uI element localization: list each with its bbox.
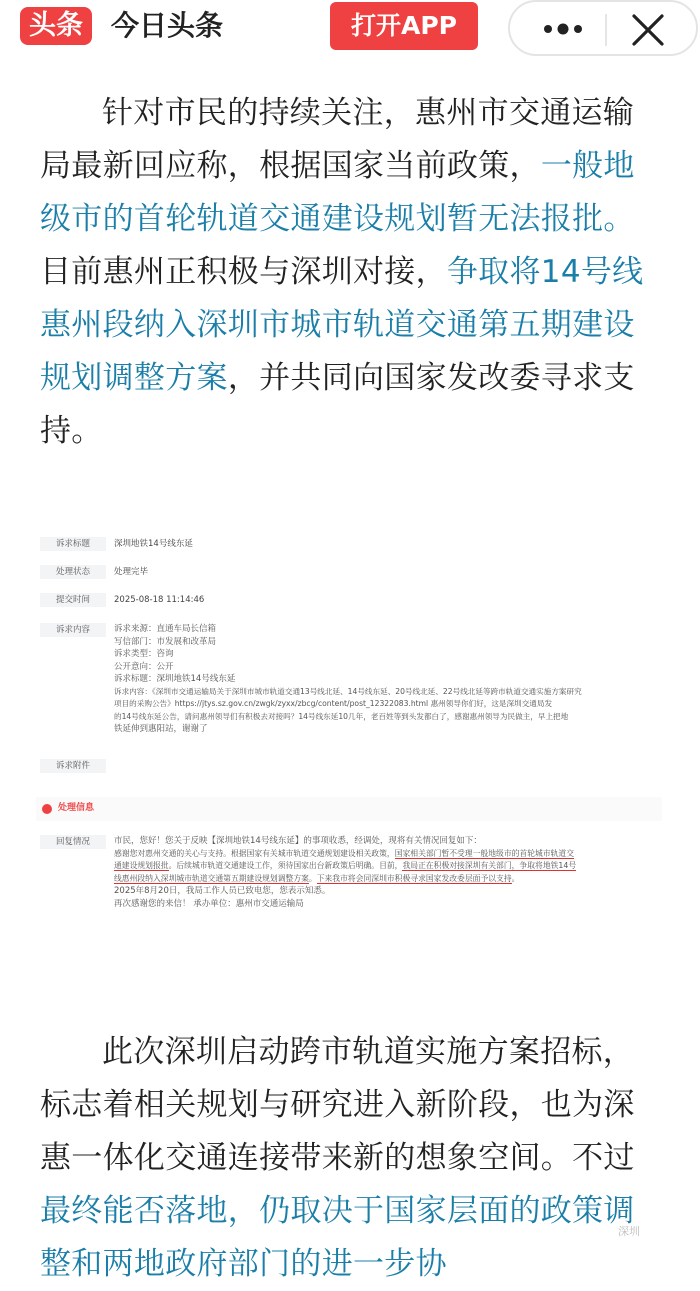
reply-content [114, 835, 674, 910]
process-info-header [36, 797, 662, 821]
article-paragraph-2 [40, 1026, 662, 1291]
content-line: 公开意向：公开 [114, 661, 174, 672]
complaint-content [114, 623, 674, 736]
toutiao-logo[interactable]: 头条 [20, 7, 92, 45]
reply-line: 2025年8月20日，我局工作人员已致电您，您表示知悉。 [114, 886, 331, 896]
process-info-title: 处理信息 [58, 803, 95, 813]
highlighted-text: 最终能否落地，仍取决于国家层面的政策调整和两地政府部门的进一步协 [40, 1193, 635, 1282]
more-icon[interactable] [538, 16, 588, 42]
content-line: 诉求内容：《深圳市交通运输局关于深圳市城市轨道交通13号线北延、14号线东延、20号线北延、22号线北延等跨市轨道交通实施方案研究 [114, 686, 582, 696]
content-line: 的14号线东延公告，请问惠州领导们有积极去对接吗？14号线东延10几年，老百姓等到头发都白了，感谢惠州领导为民做主，早上把地 [114, 711, 569, 721]
row-label: 回复情况 [40, 835, 106, 849]
mini-program-capsule [508, 0, 698, 56]
content-line: 诉求来源：直通车局长信箱 [114, 624, 217, 634]
row-value: 处理完毕 [114, 567, 149, 577]
row-value: 2025-08-18 11:14:46 [114, 595, 205, 605]
row-label: 诉求内容 [40, 623, 106, 637]
content-line: 铁延伸到惠阳站，谢谢了 [114, 724, 208, 734]
row-label: 诉求附件 [40, 759, 106, 773]
top-bar [0, 0, 700, 58]
app-name: 今日头条 [111, 9, 224, 42]
content-line: 写信部门：市发展和改革局 [114, 636, 217, 647]
embedded-screenshot [30, 515, 670, 955]
content-line: 项目的采购公告》https://jtys.sz.gov.cn/zwgk/zyxx/zbcg/content/post_12322083.html 惠州领导你们好，这是深圳交通局发 [114, 699, 553, 708]
reply-line: 线惠州段纳入深圳城市轨道交通第五期建设规划调整方案。下来我市将会同深圳市积极寻求国家发改委层面予以支持。 [114, 873, 520, 883]
paragraph-text: ，并共同向国家发改委寻求支持。 [40, 360, 635, 449]
open-app-button[interactable]: 打开APP [330, 2, 478, 50]
row-label: 提交时间 [40, 593, 106, 607]
paragraph-text: 目前惠州正积极与深圳对接， [40, 254, 447, 290]
watermark: 深圳 [618, 1225, 640, 1238]
paragraph-text: 此次深圳启动跨市轨道实施方案招标，标志着相关规划与研究进入新阶段，也为深惠一体化交通连接带来新的想象空间。不过 [40, 1034, 635, 1176]
paragraph-text: 针对市民的持续关注，惠州市交通运输局最新回应称，根据国家当前政策， [40, 95, 635, 184]
row-label: 诉求标题 [40, 537, 106, 551]
content-line: 诉求标题：深圳地铁14号线东延 [114, 674, 236, 684]
reply-line: 感谢您对惠州交通的关心与支持。根据国家有关城市轨道交通规划建设相关政策，国家相关部门暂不受理一般地级市的首轮城市轨道交 [114, 848, 575, 858]
capsule-divider [605, 14, 607, 46]
highlighted-text: 争取将14号线惠州段纳入深圳市城市轨道交通第五期建设规划调整方案 [40, 254, 644, 396]
alert-icon [42, 804, 52, 814]
close-icon[interactable] [630, 12, 666, 48]
content-line: 诉求类型：咨询 [114, 649, 174, 659]
reply-line: 市民，您好！您关于反映【深圳地铁14号线东延】的事项收悉，经调处，现将有关情况回复如下： [114, 836, 482, 846]
reply-line: 再次感谢您的来信！ 承办单位：惠州市交通运输局 [114, 898, 304, 909]
article-paragraph-1 [40, 87, 662, 458]
row-label: 处理状态 [40, 565, 106, 579]
row-value: 深圳地铁14号线东延 [114, 539, 193, 549]
highlighted-text: 一般地级市的首轮轨道交通建设规划暂无法报批。 [40, 148, 635, 237]
reply-line: 通建设规划报批。后续城市轨道交通建设工作，须待国家出台新政策后明确。目前，我局正在积极对接深圳有关部门，争取将地铁14号 [114, 861, 577, 870]
